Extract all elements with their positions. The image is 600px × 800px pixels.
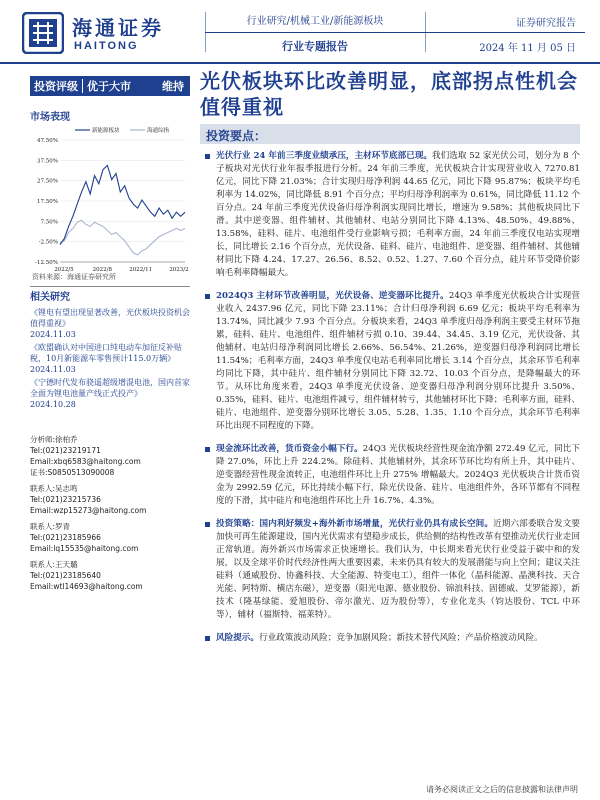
footer-disclaimer: 请务必阅读正文之后的信息披露和法律声明 [426,785,578,794]
x-tick-label: 2023/2 [169,267,189,273]
contact-role: 联系人:罗青 [30,522,71,531]
x-tick-label: 2022/8 [92,267,113,273]
logo-english-name: HAITONG [74,40,139,52]
key-point-lead: 投资策略：国内利好频发+海外新市场增量，光伏行业仍具有成长空间。 [216,519,494,529]
haitong-seal-icon [22,12,64,54]
report-type: 行业专题报告 [282,40,348,53]
related-research-heading: 相关研究 [30,292,70,303]
rating-status: 维持 [162,80,184,93]
analyst-tel: Tel:(021)23219171 [30,446,101,455]
key-point-body: 行业政策波动风险；竞争加剧风险；新技术替代风险；产品价格波动风险。 [258,633,543,643]
related-item-date: 2024.11.03 [30,330,76,339]
bullet-square-icon [205,447,210,452]
contact-tel: Tel:(021)23185966 [30,533,101,542]
key-point [205,150,580,280]
key-point-body: 24Q3 单季度光伏板块合计实现营业收入 2437.96 亿元，同比下降 23.11%；合计归母净利润 6.69 亿元；板块平均毛利率为 13.74%，同比减少 7.93 个百分点。分板块来看，24Q3 单季度归母净利润主要受主材环节拖累，硅料、硅片、电池组件、组件辅材亏损 0.10、39.44、34.45、3.19 亿元，光伏设备、其他辅材、电站归母净利润同比增长 2.66%、56.54%、21.26%，逆变器归母净利润同比增长 11.54%；毛利率方面，24Q3 单季度仅电站毛利率同比增长 3.14 个百分点，其余环节毛利率均同比下降，其中硅片、组件辅材分别同比下降 32.72、10.03 个百分点，是降幅最大的环节。从环比角度来看，24Q3 单季度光伏设备、逆变器归母净利润分别环比提升 3.50%、0.35%，硅料、硅片、电池组件减亏，组件辅材转亏，其他辅材环比下降；毛利率方面，硅料、硅片、电池组件、逆变器分别环比增长 3.05、5.28、1.35、1.10 个百分点，其余环节毛利率环比出现不同程度的下降。 [216,291,580,431]
contact-role: 联系人:王天璐 [30,560,78,569]
related-item-date: 2024.10.28 [30,400,76,409]
rating-value: 优于大市 [87,80,131,93]
key-point-lead: 光伏行业 24 年前三季度业绩承压，主材环节底部已现。 [216,151,433,161]
analyst-email[interactable]: Email:xbq6583@haitong.com [30,457,141,466]
key-point [205,518,580,622]
key-point-body: 24Q3 光伏板块经营性现金流净额 272.49 亿元，同比下降 27.0%，环比上升 224.2%。除硅料、其他辅材外，其余环节环比均有所上升，其中硅片、逆变器经营性现金流转正，电池组件环比上升 275% 增幅最大。2024Q3 光伏板块合计货币资金为 2992.59 亿元，环比持续小幅下行，除光伏设备、硅片、电池组件外，各环节都有不同程度的下滑，其中硅片和电池组件环比上升 16.7%、4.3%。 [216,444,580,506]
bullet-square-icon [205,154,210,159]
related-item-title: 《宁德时代发布骁遥超级增混电池，国内首家全面为锂电池量产线正式投产》 [30,378,190,398]
key-points-list [205,150,580,655]
rating-label: 投资评级 [34,80,78,93]
bullet-square-icon [205,522,210,527]
y-tick-label: 37.50% [37,158,58,165]
y-tick-label: 17.50% [37,199,58,205]
contact-email[interactable]: Email:wtl14693@haitong.com [30,582,143,591]
x-tick-label: 2022/11 [129,267,153,273]
legend-label-index: 海通综指 [147,128,170,134]
related-item-title: 《欧盟确认对中国进口纯电动车加征反补贴税，10月新能源车零售预计115.0万辆》 [30,343,182,363]
key-point [205,443,580,508]
related-item[interactable] [30,377,190,410]
chart-source: 资料来源：海通证券研究所 [32,273,116,281]
y-tick-label: -2.50% [38,239,58,246]
contact-tel: Tel:(021)23215736 [30,495,101,504]
market-performance-heading: 市场表现 [30,112,70,123]
key-points-header [200,124,580,144]
key-point-lead: 风险提示。 [216,633,259,643]
key-points-heading: 投资要点： [206,129,267,143]
report-header [0,0,600,64]
sidebar-divider [30,286,190,287]
key-point-body: 我们选取 52 家光伏公司，划分为 8 个子板块对光伏行业年报季报进行分析。24 年前三季度，光伏板块合计实现营业收入 7270.81 亿元，同比下降 21.03%；合计实现归母净利润 44.65 亿元，同比下降 95.87%；板块平均毛利率为 14.02%，同比降低 8.91 个百分点；平均归母净利润率为 0.61%，同比降低 11.12 个百分点。24 年前三季度光伏设备归母净利润实现同比增长，增速为 9.58%；其他板块同比下滑。其中逆变器、组件辅材、其他辅材、电站分别同比下降 4.13%、48.50%、49.88%、13.58%，硅料、硅片、电池组件受行业影响亏损；毛利率方面，24 年前三季度仅电站实现增长，同比增长 2.16 个百分点，光伏设备、硅料、硅片、电池组件、逆变器、组件辅材、其他辅材同比下降 4.24、17.27、26.56、8.52、0.52、1.27、7.60 个百分点，硅片环节受降价影响毛利率降幅最大。 [216,151,580,278]
key-point [205,632,580,645]
related-item-title: 《锂电有望出现显著改善，光伏板块投资机会值得重视》 [30,308,190,328]
series-line-index [60,220,185,255]
key-point-lead: 现金流环比改善，货币资金小幅下行。 [216,444,363,454]
key-point-body: 近期六部委联合发文要加快可再生能源建设，国内光伏需求有望稳步成长，供给侧的结构性改革有望推动光伏行业走回正常轨道。海外新兴市场需求正快速增长。我们认为，中长期来看光伏行业受益于碳中和的发展，以及全球平价时代经济性两大重要因素，未来仍具有较大的发展潜能与向上空间；建议关注硅料（通威股份、协鑫科技、大全能源、特变电工），组件一体化（晶科能源、晶澳科技、天合光能、阿特斯、横店东磁），逆变器（阳光电源、德业股份、锦浪科技、固德威、艾罗能源），新技术（隆基绿能、爱旭股份、帝尔激光、迈为股份等），专业化龙头（钧达股份、TCL 中环等），辅材（福斯特、福莱特）。 [216,519,580,620]
contact-email[interactable]: Email:lq15535@haitong.com [30,544,139,553]
analyst-role: 分析师:徐柏乔 [30,435,78,444]
key-point-lead: 2024Q3 主材环节改善明显，光伏设备、逆变器环比提升。 [216,291,449,301]
industry-category: 行业研究/机械工业/新能源板块 [246,16,384,27]
bullet-square-icon [205,294,210,299]
investment-rating-bar [30,76,190,96]
x-tick-label: 2022/5 [54,267,74,273]
related-item[interactable] [30,307,190,340]
contact-role: 联系人:吴志鸣 [30,484,78,493]
analyst-contacts [30,434,190,592]
contact-email[interactable]: Email:wzp15273@haitong.com [30,506,147,515]
y-tick-label: 7.50% [40,219,58,226]
bullet-square-icon [205,636,210,641]
report-label: 证券研究报告 [516,18,576,29]
y-tick-label: -12.50% [35,260,58,266]
y-tick-label: 27.50% [37,178,58,185]
logo-chinese-name: 海通证券 [72,16,164,40]
market-performance-chart [30,124,190,274]
report-title: 光伏板块环比改善明显，底部拐点性机会值得重视 [200,69,578,119]
header-mid-rule [205,32,585,33]
key-point [205,290,580,433]
report-date: 2024 年 11 月 05 日 [479,43,576,54]
y-tick-label: 47.50% [37,138,58,144]
legend-label-industry: 新能源板块 [92,128,120,134]
header-bottom-rule [0,62,600,64]
company-logo [22,10,172,56]
related-item-date: 2024.11.03 [30,365,76,374]
analyst-cert: 证书:S0850513090008 [30,468,115,477]
related-research [30,288,190,412]
related-item[interactable] [30,342,190,375]
contact-tel: Tel:(021)23185640 [30,571,101,580]
